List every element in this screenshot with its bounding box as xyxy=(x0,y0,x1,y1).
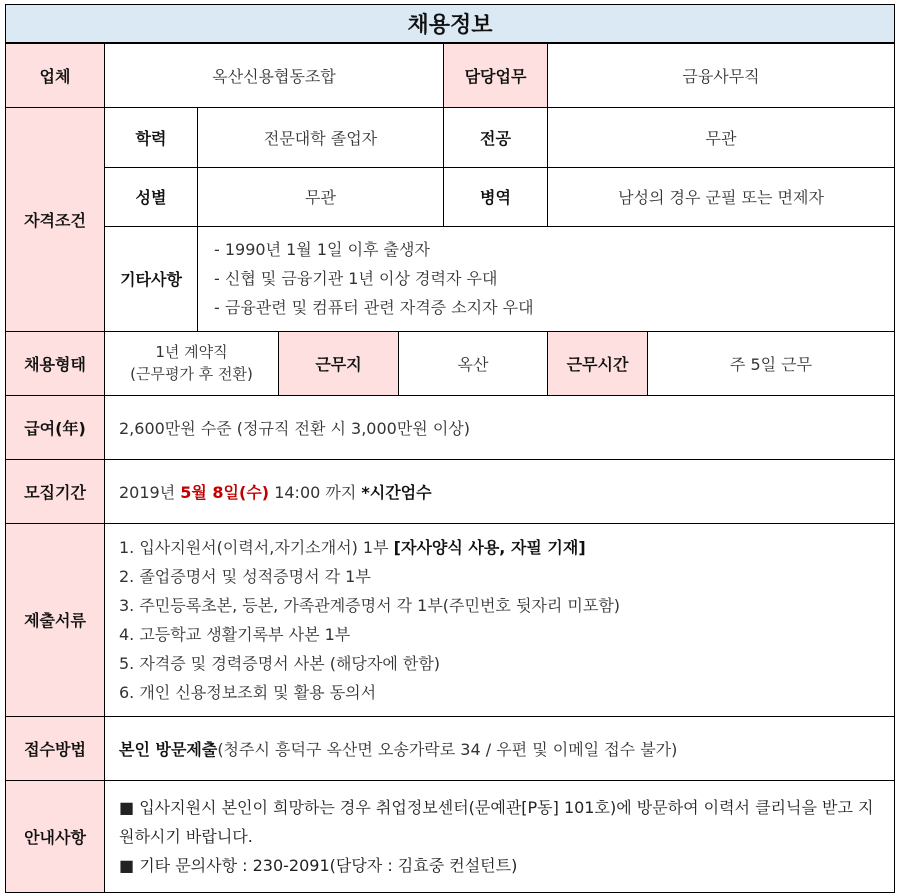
submission-label: 접수방법 xyxy=(6,716,105,780)
employment-type-line2: (근무평가 후 전환) xyxy=(130,365,253,383)
salary-label: 급여(年) xyxy=(6,395,105,459)
notice-label: 안내사항 xyxy=(6,780,105,892)
period-value xyxy=(105,459,895,523)
period-suffix: 14:00 까지 xyxy=(269,482,362,502)
period-prefix: 2019년 xyxy=(119,482,181,502)
document-item: 6. 개인 신용정보조회 및 활용 동의서 xyxy=(119,682,377,702)
major-label: 전공 xyxy=(444,107,548,167)
recruit-info-table xyxy=(5,4,895,893)
documents-list xyxy=(105,523,895,716)
document-item: 4. 고등학교 생활기록부 사본 1부 xyxy=(119,624,351,644)
company-label: 업체 xyxy=(6,43,105,107)
notice-line: ■ 입사지원시 본인이 희망하는 경우 취업정보센터(문예관[P동] 101호)에 방문하여 이력서 클리닉을 받고 지원하시기 바랍니다. xyxy=(119,797,874,846)
company-value: 옥산신용협동조합 xyxy=(105,43,444,107)
education-label: 학력 xyxy=(105,107,198,167)
submission-detail: (청주시 흥덕구 옥산면 오송가락로 34 / 우편 및 이메일 접수 불가) xyxy=(217,739,678,759)
etc-item: - 신협 및 금융기관 1년 이상 경력자 우대 xyxy=(214,269,498,288)
etc-list xyxy=(198,226,895,331)
hours-label: 근무시간 xyxy=(548,331,648,395)
major-value: 무관 xyxy=(548,107,895,167)
submission-value xyxy=(105,716,895,780)
location-label: 근무지 xyxy=(279,331,399,395)
documents-label: 제출서류 xyxy=(6,523,105,716)
document-item: 2. 졸업증명서 및 성적증명서 각 1부 xyxy=(119,566,371,586)
notice-text xyxy=(105,780,895,892)
submission-method: 본인 방문제출 xyxy=(119,739,218,759)
hours-value: 주 5일 근무 xyxy=(648,331,895,395)
period-deadline-date: 5월 8일(수) xyxy=(180,482,270,502)
document-item-emphasis: [자사양식 사용, 자필 기재] xyxy=(393,537,586,557)
military-value: 남성의 경우 군필 또는 면제자 xyxy=(548,167,895,226)
qualification-label: 자격조건 xyxy=(6,107,105,331)
gender-label: 성별 xyxy=(105,167,198,226)
period-label: 모집기간 xyxy=(6,459,105,523)
document-item: 3. 주민등록초본, 등본, 가족관계증명서 각 1부(주민번호 뒷자리 미포함) xyxy=(119,595,621,615)
document-item: 1. 입사지원서(이력서,자기소개서) 1부 [자사양식 사용, 자필 기재] xyxy=(119,537,586,557)
employment-type xyxy=(105,331,279,395)
military-label: 병역 xyxy=(444,167,548,226)
period-strict-note: *시간엄수 xyxy=(361,482,432,502)
duty-label: 담당업무 xyxy=(444,43,548,107)
location-value: 옥산 xyxy=(399,331,548,395)
duty-value: 금융사무직 xyxy=(548,43,895,107)
etc-label: 기타사항 xyxy=(105,226,198,331)
etc-item: - 금융관련 및 컴퓨터 관련 자격증 소지자 우대 xyxy=(214,298,534,317)
gender-value: 무관 xyxy=(198,167,444,226)
page-title: 채용정보 xyxy=(6,5,895,44)
education-value: 전문대학 졸업자 xyxy=(198,107,444,167)
employment-type-line1: 1년 계약직 xyxy=(155,343,228,361)
salary-value: 2,600만원 수준 (정규직 전환 시 3,000만원 이상) xyxy=(105,395,895,459)
document-item: 5. 자격증 및 경력증명서 사본 (해당자에 한함) xyxy=(119,653,441,673)
notice-line: ■ 기타 문의사항 : 230-2091(담당자 : 김효중 컨설턴트) xyxy=(119,855,518,875)
employment-label: 채용형태 xyxy=(6,331,105,395)
etc-item: - 1990년 1월 1일 이후 출생자 xyxy=(214,240,430,259)
